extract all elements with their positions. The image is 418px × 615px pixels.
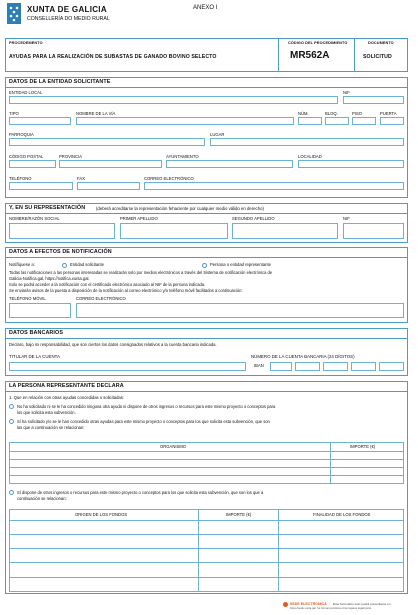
rep-name-field[interactable] bbox=[9, 223, 115, 239]
notify-entity-label: Entidad solicitante bbox=[70, 262, 104, 267]
applicant-title: DATOS DE LA ENTIDAD SOLICITANTE bbox=[9, 79, 111, 85]
email-field[interactable] bbox=[144, 182, 404, 190]
notification-title: DATOS A EFECTOS DE NOTIFICACIÓN bbox=[9, 249, 112, 255]
other-aid-text-2: las que a continuación se relacionan: bbox=[17, 424, 85, 430]
footer-text-1: Este formulario sólo podrá presentarse en bbox=[333, 602, 391, 606]
council-field[interactable] bbox=[166, 160, 293, 168]
rep-nif-field[interactable] bbox=[343, 223, 404, 239]
funds-table-row[interactable] bbox=[9, 534, 404, 535]
account-group-2[interactable] bbox=[323, 362, 348, 371]
org-name: XUNTA DE GALICIA bbox=[27, 5, 107, 14]
aid-table-row[interactable] bbox=[9, 475, 404, 476]
col-amount: IMPORTE (€) bbox=[350, 444, 376, 449]
province-field[interactable] bbox=[59, 160, 162, 168]
other-funds-text-1: Sí dispone de otros ingresos o recursos para este mismo proyecto o conceptos para los que solicita esta subvención, que son los que a bbox=[17, 489, 264, 495]
rep-name-label: NOMBRE/RAZÓN SOCIAL bbox=[9, 216, 60, 221]
declaration-title: LA PERSONA REPRESENTANTE DECLARA bbox=[9, 383, 124, 389]
sede-icon bbox=[283, 602, 288, 607]
notify-representative-radio[interactable] bbox=[202, 263, 207, 268]
rep-surname2-field[interactable] bbox=[232, 223, 338, 239]
rep-surname1-label: PRIMER APELLIDO bbox=[120, 216, 158, 221]
col-purpose: FINALIDAD DE LOS FONDOS bbox=[313, 512, 371, 517]
email-label: CORREO ELECTRÓNICO bbox=[144, 176, 194, 181]
procedure-label: PROCEDEMENTO bbox=[9, 41, 43, 45]
footer-text-2: https://sede.xunta.gal. Se forman previstos otros lugares legalmente bbox=[290, 607, 372, 610]
iban-field[interactable] bbox=[270, 362, 292, 371]
annex-label: ANEXO I bbox=[193, 5, 218, 11]
declaration-item-1: 1. Que en relación con otras ayudas concedidas o solicitadas: bbox=[9, 395, 124, 400]
fax-field[interactable] bbox=[77, 182, 140, 190]
no-aid-radio[interactable] bbox=[9, 404, 14, 409]
province-label: PROVINCIA bbox=[59, 154, 83, 159]
other-aid-text-1: Sí ha solicitado y/o se le han concedido otras ayudas para este mismo proyecto o conceptos para los que solicita esta subvención, que son bbox=[17, 418, 270, 424]
number-label: NÚM. bbox=[298, 111, 309, 116]
representation-note: (deberá acreditarse la representación fehaciente por cualquier medio válido en derecho) bbox=[96, 205, 264, 211]
funds-table-row[interactable] bbox=[9, 548, 404, 549]
iban-label: IBAN bbox=[254, 363, 264, 368]
parish-label: PARROQUIA bbox=[9, 132, 34, 137]
notify-email-field[interactable] bbox=[76, 303, 404, 318]
block-field[interactable] bbox=[325, 117, 349, 125]
rep-nif-label: NIF bbox=[343, 216, 350, 221]
other-funds-radio[interactable] bbox=[9, 490, 14, 495]
notification-text-4: Se enviarán avisos de la puesta a disposición de la notificación al correo electrónico y/o teléfono móvil facilitados a continuación: bbox=[9, 288, 243, 293]
procedure-code-label: CÓDIGO DEL PROCEDIMIENTO bbox=[288, 41, 348, 45]
number-field[interactable] bbox=[298, 117, 322, 125]
phone-label: TELÉFONO bbox=[9, 176, 32, 181]
block-label: BLOQ. bbox=[325, 111, 338, 116]
locality-label: LOCALIDAD bbox=[298, 154, 322, 159]
mobile-field[interactable] bbox=[9, 303, 71, 318]
local-entity-field[interactable] bbox=[9, 96, 338, 104]
org-department: CONSELLERÍA DO MEDIO RURAL bbox=[27, 16, 110, 22]
holder-label: TITULAR DE LA CUENTA bbox=[9, 354, 60, 359]
notification-text-3: Solo se podrá acceder a la notificación con el certificado electrónico asociado al NIF de la persona indicada. bbox=[9, 282, 206, 287]
mobile-label: TELÉFONO MÓVIL bbox=[9, 296, 46, 301]
street-label: NOMBRE DE LA VÍA bbox=[76, 111, 116, 116]
account-group-1[interactable] bbox=[295, 362, 320, 371]
door-field[interactable] bbox=[380, 117, 404, 125]
funds-table-row[interactable] bbox=[9, 562, 404, 563]
notify-email-label: CORREO ELECTRÓNICO bbox=[76, 296, 126, 301]
notify-entity-radio[interactable] bbox=[62, 263, 67, 268]
phone-field[interactable] bbox=[9, 182, 73, 190]
notify-representative-label: Persona o entidad representante bbox=[210, 262, 271, 267]
floor-label: PISO bbox=[352, 111, 363, 116]
local-entity-label: ENTIDAD LOCAL bbox=[9, 90, 43, 95]
notification-text-2: Galicia-Notifica.gal, https://notifica.xunta.gal. bbox=[9, 276, 90, 281]
account-group-3[interactable] bbox=[351, 362, 376, 371]
type-field[interactable] bbox=[9, 117, 71, 125]
floor-field[interactable] bbox=[352, 117, 376, 125]
type-label: TIPO bbox=[9, 111, 19, 116]
parish-field[interactable] bbox=[9, 138, 205, 146]
document-type: SOLICITUD bbox=[363, 54, 392, 60]
funds-table-row[interactable] bbox=[9, 577, 404, 578]
representation-title: Y, EN SU REPRESENTACIÓN bbox=[9, 205, 86, 211]
postal-code-label: CÓDIGO POSTAL bbox=[9, 154, 44, 159]
bank-declaration: Declaro, bajo mi responsabilidad, que son ciertos los datos consignados relativos a la cuenta bancaria indicada. bbox=[9, 342, 217, 347]
procedure-code: MR562A bbox=[290, 50, 330, 61]
nif-label: NIF bbox=[343, 90, 350, 95]
rep-surname1-field[interactable] bbox=[120, 223, 228, 239]
street-field[interactable] bbox=[76, 117, 294, 125]
notify-to-label: Notifíquese a: bbox=[9, 262, 35, 267]
place-label: LUGAR bbox=[210, 132, 225, 137]
place-field[interactable] bbox=[210, 138, 404, 146]
no-aid-text-2: los que solicita esta subvención. bbox=[17, 409, 76, 415]
aid-table-row[interactable] bbox=[9, 459, 404, 460]
rep-surname2-label: SEGUNDO APELLIDO bbox=[232, 216, 275, 221]
xunta-logo bbox=[7, 3, 21, 24]
council-label: AYUNTAMIENTO bbox=[166, 154, 199, 159]
notification-text-1: Todas las notificaciones a las personas interesadas se realizarán solo por medios electrónicos a través del Sistema de notificación electrónica de bbox=[9, 270, 273, 275]
document-label: DOCUMENTO bbox=[368, 41, 394, 45]
col-organism: ORGANISMO bbox=[160, 444, 187, 449]
procedure-title: AYUDAS PARA LA REALIZACIÓN DE SUBASTAS DE GANADO BOVINO SELECTO bbox=[9, 54, 217, 60]
aid-table-row[interactable] bbox=[9, 467, 404, 468]
funds-table bbox=[9, 509, 404, 592]
nif-field[interactable] bbox=[343, 96, 404, 104]
account-group-4[interactable] bbox=[379, 362, 404, 371]
holder-field[interactable] bbox=[9, 362, 246, 371]
sede-badge: SEDE ELECTRÓNICA bbox=[290, 602, 327, 606]
postal-code-field[interactable] bbox=[9, 160, 56, 168]
fax-label: FAX bbox=[77, 176, 85, 181]
col-amount-2: IMPORTE (€) bbox=[226, 512, 252, 517]
col-origin: ORIGEN DE LOS FONDOS bbox=[75, 512, 128, 517]
no-aid-text-1: No ha solicitado ni se le ha concedido ninguna otra ayuda ni dispone de otros ingresos o recursos para este mismo proyecto o conceptos para bbox=[17, 403, 276, 409]
other-aid-radio[interactable] bbox=[9, 419, 14, 424]
xunta-emblem-icon bbox=[7, 3, 21, 24]
locality-field[interactable] bbox=[298, 160, 404, 168]
bank-title: DATOS BANCARIOS bbox=[9, 330, 64, 336]
door-label: PUERTA bbox=[380, 111, 397, 116]
account-label: NÚMERO DE LA CUENTA BANCARIA (24 DÍGITOS) bbox=[251, 354, 355, 359]
aid-table bbox=[9, 442, 404, 484]
other-funds-text-2: continuación se relacionan: bbox=[17, 495, 67, 501]
